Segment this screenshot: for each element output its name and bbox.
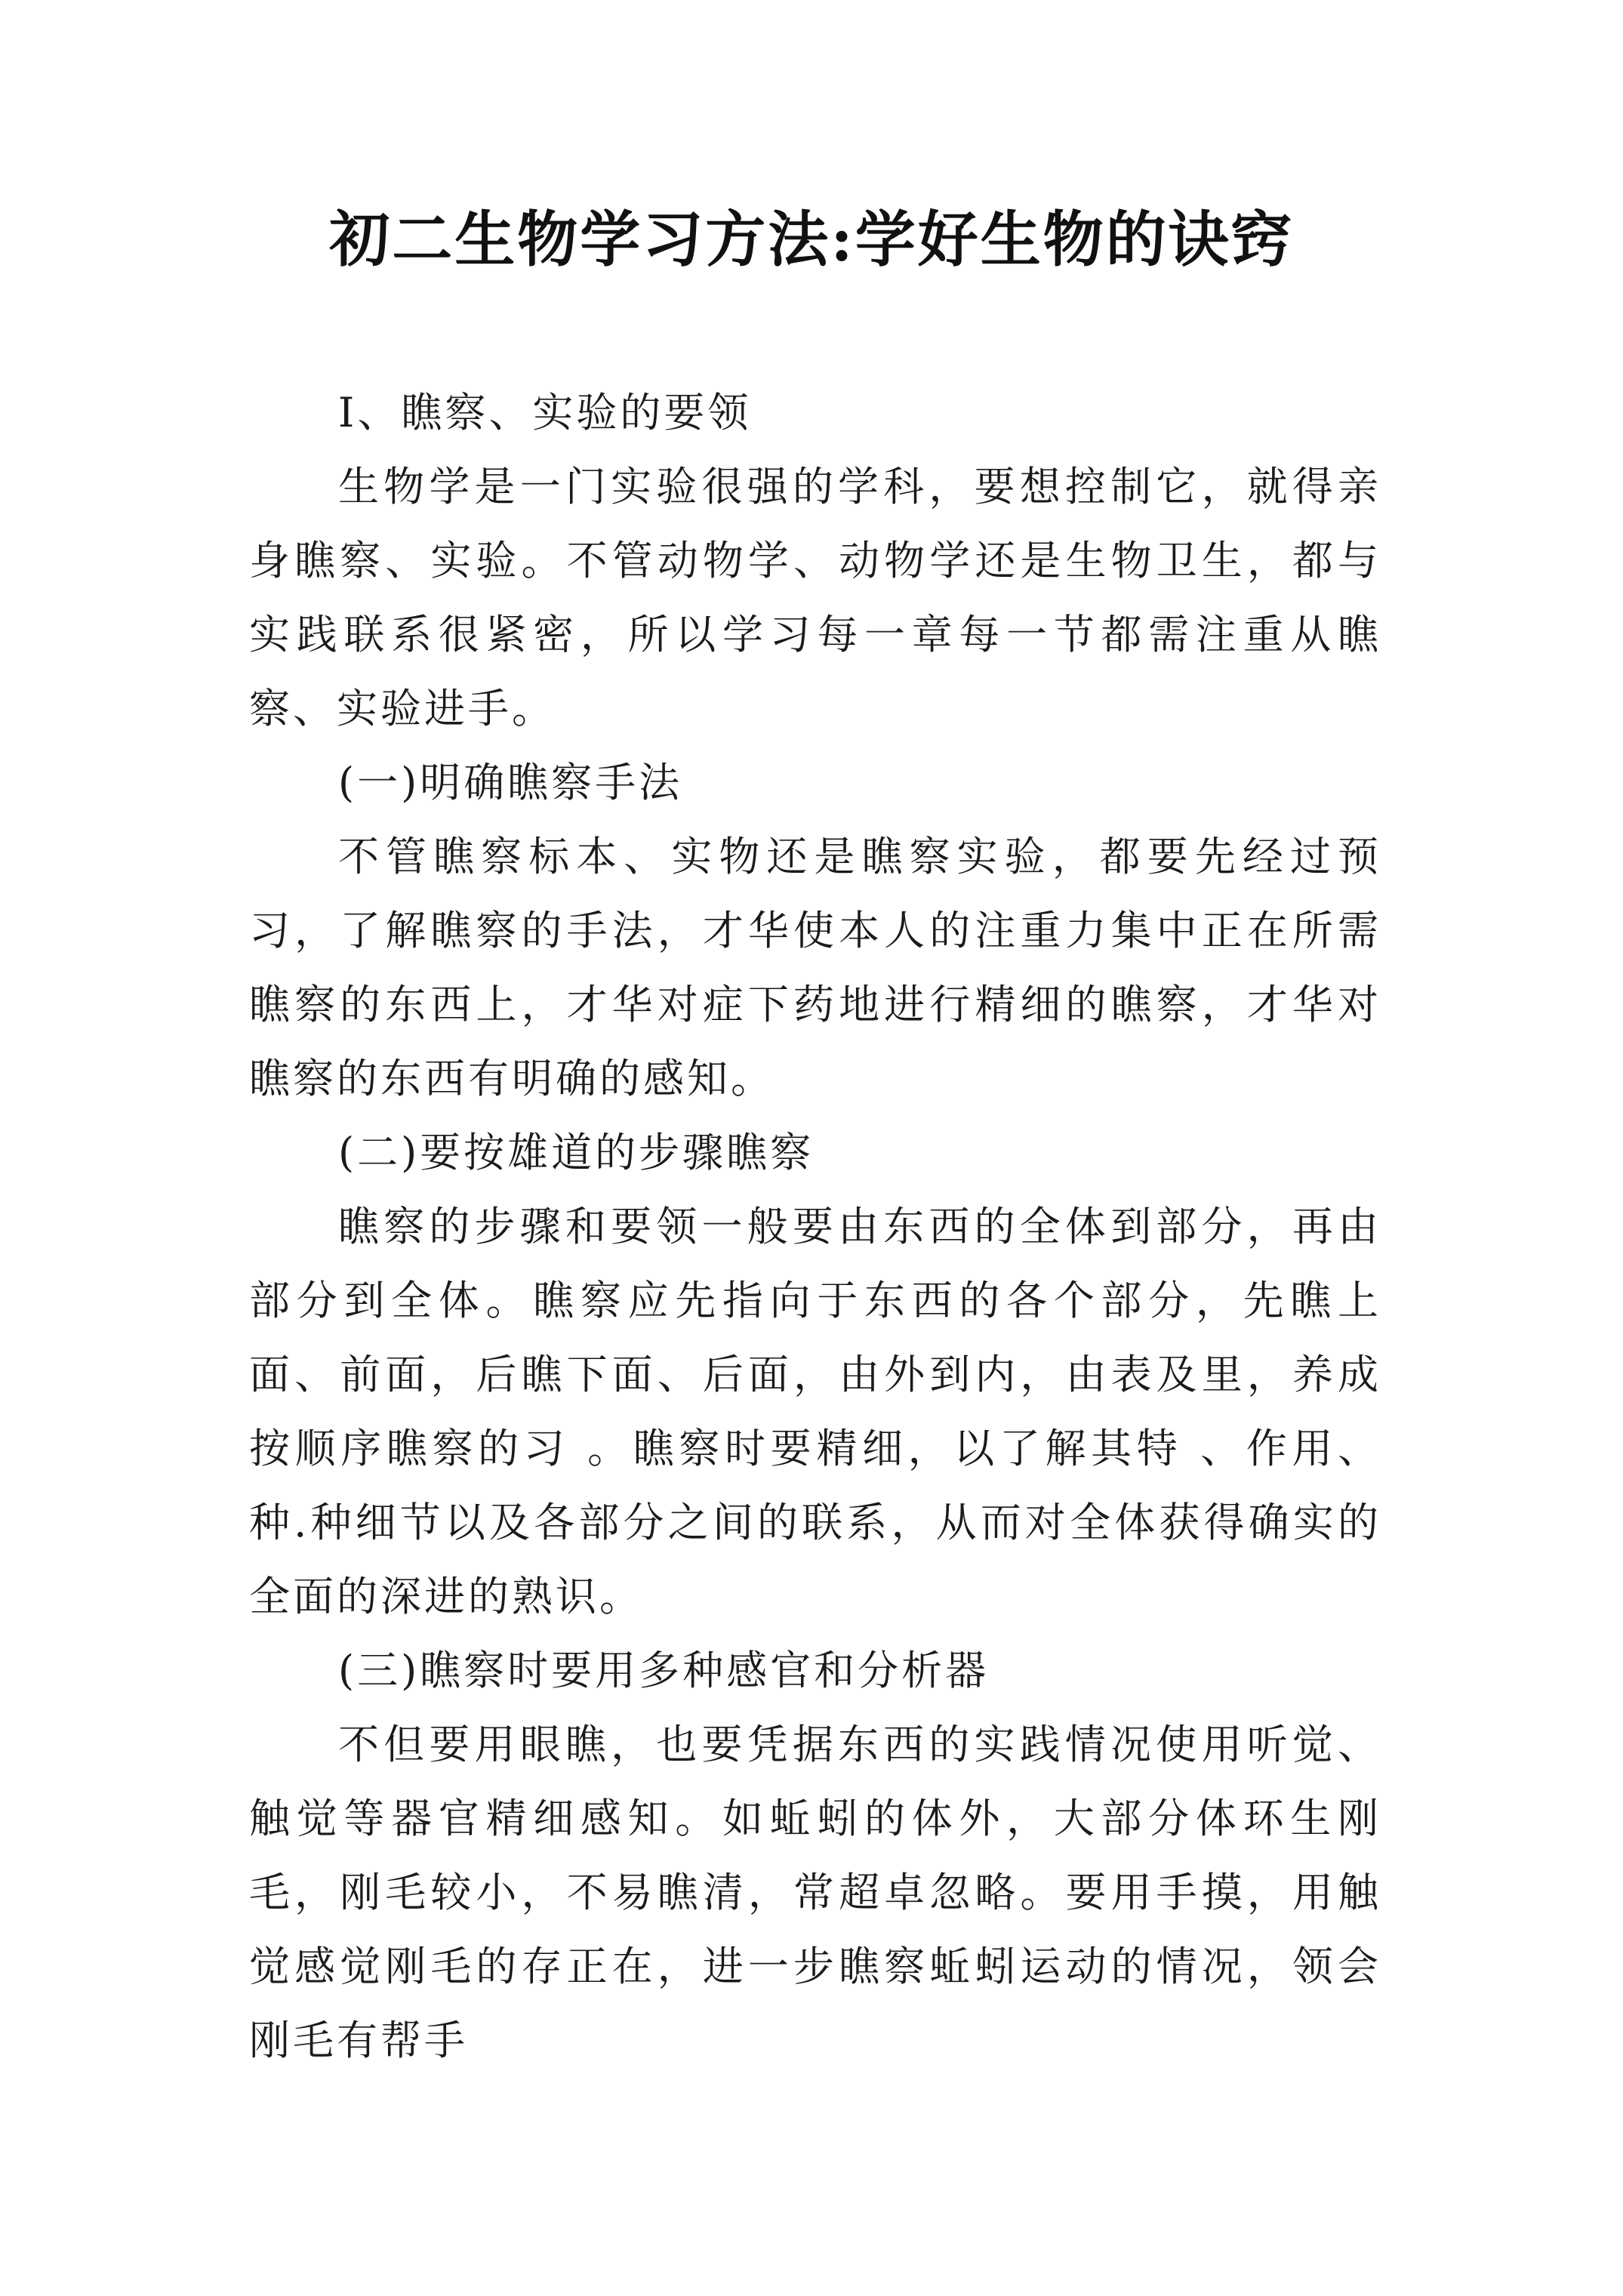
section-heading: I、瞧察、实验的要领 bbox=[338, 389, 752, 436]
body-paragraph: 生物学是一门实验很强的学科，要想控制它，就得亲身瞧察、实验。不管动物学、动物学还是生物卫生，都与实践联系很紧密，所以学习每一章每一节都需注重从瞧察、实验进手。 bbox=[249, 463, 1381, 732]
section-subheading: (三)瞧察时要用多种感官和分析器 bbox=[338, 1647, 990, 1694]
section-subheading: (二)要按雄道的步骤瞧察 bbox=[338, 1129, 815, 1176]
body-paragraph: 不管瞧察标本、实物还是瞧察实验，都要先经过预习，了解瞧察的手法，才华使本人的注重力集中正在所需瞧察的东西上，才华对症下药地进行精细的瞧察，才华对瞧察的东西有明确的感知。 bbox=[249, 833, 1381, 1102]
document-title: 初二生物学习方法:学好生物的诀窍 bbox=[329, 204, 1294, 275]
section-subheading: (一)明确瞧察手法 bbox=[338, 759, 683, 806]
document-body bbox=[249, 376, 1381, 2078]
body-paragraph: 不但要用眼瞧，也要凭据东西的实践情况使用听觉、触觉等器官精细感知。如蚯蚓的体外，大部分体环生刚毛，刚毛较小，不易瞧清，常超卓忽略。要用手摸，用触觉感觉刚毛的存正在，进一步瞧察蚯蚓运动的情况，领会刚毛有帮手 bbox=[249, 1721, 1381, 2064]
body-paragraph: 瞧察的步骤和要领一般要由东西的全体到部分，再由部分到全体。瞧察应先指向于东西的各个部分，先瞧上面、前面，后瞧下面、后面，由外到内，由表及里，养成按顺序瞧察的习 。瞧察时要精细，以了解其特 、作用、种.种细节以及各部分之间的联系，从而对全体获得确实的全面的深进的熟识。 bbox=[249, 1203, 1381, 1620]
